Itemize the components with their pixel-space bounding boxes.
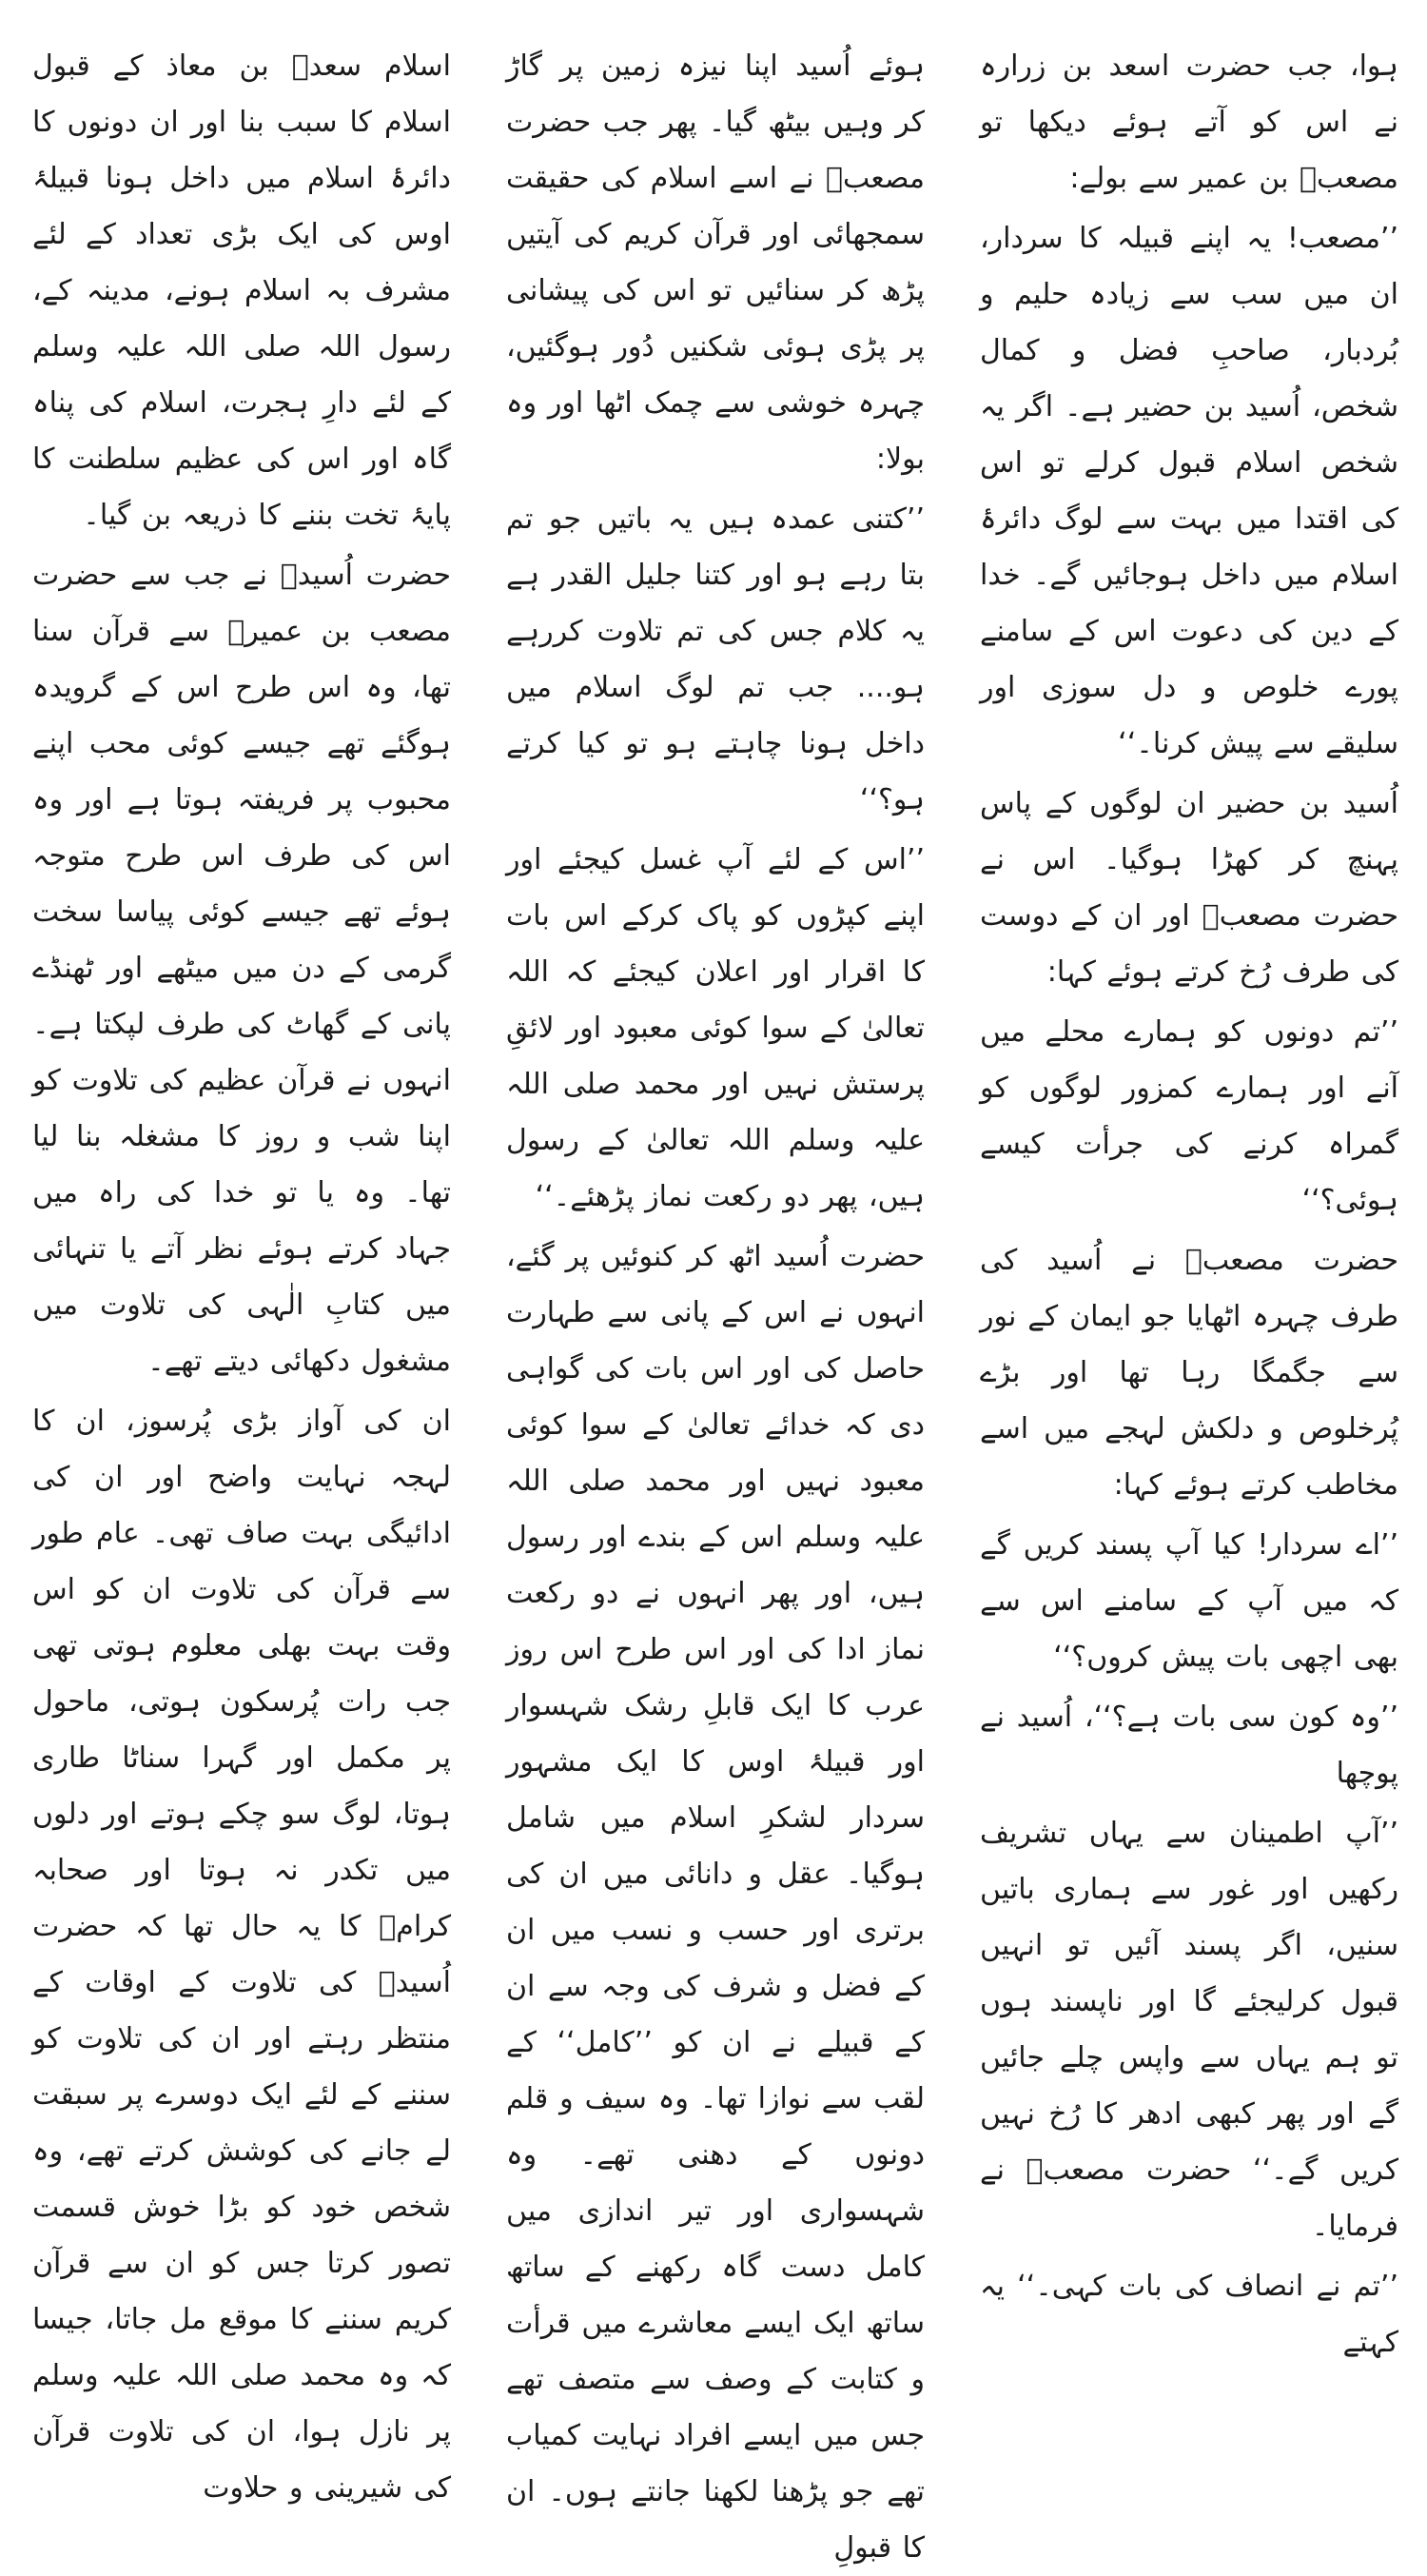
paragraph: ’’تم دونوں کو ہمارے محلے میں آنے اور ہمارے کمزور لوگوں کو گمراہ کرنے کی جرأت کیسے ہوئی؟‘‘ [980,1015,1398,1217]
paragraph: ’’مصعب! یہ اپنے قبیلہ کا سردار، ان میں سب سے زیادہ حلیم و بُردبار، صاحبِ فضل و کمال شخص، اُسید بن حضیر ہے۔ اگر یہ شخص اسلام قبول کرلے تو اس کی اقتدا میں بہت سے لوگ دائرۂ اسلام میں داخل ہوجائیں گے۔ خدا کے دین کی دعوت اس کے سامنے پورے خلوص و دل سوزی اور سلیقے سے پیش کرنا۔‘‘ [980,222,1398,760]
paragraph: ان کی آواز بڑی پُرسوز، ان کا لہجہ نہایت واضح اور ان کی ادائیگی بہت صاف تھی۔ عام طور سے قرآن کی تلاوت ان کو اس وقت بہت بھلی معلوم ہوتی تھی جب رات پُرسکون ہوتی، ماحول پر مکمل اور گہرا سناٹا طاری ہوتا، لوگ سو چکے ہوتے اور دلوں میں تکدر نہ ہوتا اور صحابہ کرامؓ کا یہ حال تھا کہ حضرت اُسیدؓ کی تلاوت کے اوقات کے منتظر رہتے اور ان کی تلاوت کو سننے کے لئے ایک دوسرے پر سبقت لے جانے کی کوشش کرتے تھے، وہ شخص خود کو بڑا خوش قسمت تصور کرتا جس کو ان سے قرآن کریم سننے کا موقع مل جاتا، جیسا کہ وہ محمد صلی اللہ علیہ وسلم پر نازل ہوا، ان کی تلاوت قرآن کی شیرینی و حلاوت [32,1405,451,2505]
column-left [32,38,451,2505]
paragraph: ’’اس کے لئے آپ غسل کیجئے اور اپنے کپڑوں کو پاک کرکے اس بات کا اقرار اور اعلان کیجئے کہ اللہ تعالیٰ کے سوا کوئی معبود اور لائقِ پرستش نہیں اور محمد صلی اللہ علیہ وسلم اللہ تعالیٰ کے رسول ہیں، پھر دو رکعت نماز پڑھئے۔‘‘ [506,843,925,1213]
paragraph: حضرت اُسیدؓ نے جب سے حضرت مصعب بن عمیرؓ سے قرآن سنا تھا، وہ اس طرح اس کے گرویدہ ہوگئے تھے جیسے کوئی محب اپنے محبوب پر فریفتہ ہوتا ہے اور وہ اس کی طرف اس طرح متوجہ ہوئے تھے جیسے کوئی پیاسا سخت گرمی کے دن میں میٹھے اور ٹھنڈے پانی کے گھاٹ کی طرف لپکتا ہے۔ انہوں نے قرآن عظیم کی تلاوت کو اپنا شب و روز کا مشغلہ بنا لیا تھا۔ وہ یا تو خدا کی راہ میں جہاد کرتے ہوئے نظر آتے یا تنہائی میں کتابِ الٰہی کی تلاوت میں مشغول دکھائی دیتے تھے۔ [32,559,451,1378]
paragraph: ہوئے اُسید اپنا نیزہ زمین پر گاڑ کر وہیں بیٹھ گیا۔ پھر جب حضرت مصعبؓ نے اسے اسلام کی حقیقت سمجھائی اور قرآن کریم کی آیتیں پڑھ کر سنائیں تو اس کی پیشانی پر پڑی ہوئی شکنیں دُور ہوگئیں، چہرہ خوشی سے چمک اٹھا اور وہ بولا: [506,49,925,476]
paragraph: ’’کتنی عمدہ ہیں یہ باتیں جو تم بتا رہے ہو اور کتنا جلیل القدر ہے یہ کلام جس کی تم تلاوت کررہے ہو.... جب تم لوگ اسلام میں داخل ہونا چاہتے ہو تو کیا کرتے ہو؟‘‘ [506,502,925,816]
paragraph: اُسید بن حضیر ان لوگوں کے پاس پہنچ کر کھڑا ہوگیا۔ اس نے حضرت مصعبؓ اور ان کے دوست کی طرف رُخ کرتے ہوئے کہا: [980,787,1398,989]
paragraph: حضرت مصعبؓ نے اُسید کی طرف چہرہ اٹھایا جو ایمان کے نور سے جگمگا رہا تھا اور بڑے پُرخلوص و دلکش لہجے میں اسے مخاطب کرتے ہوئے کہا: [980,1244,1398,1502]
paragraph: ’’آپ اطمینان سے یہاں تشریف رکھیں اور غور سے ہماری باتیں سنیں، اگر پسند آئیں تو انہیں قبول کرلیجئے گا اور ناپسند ہوں تو ہم یہاں سے واپس چلے جائیں گے اور پھر کبھی ادھر کا رُخ نہیں کریں گے۔‘‘ حضرت مصعبؓ نے فرمایا۔ [980,1817,1398,2243]
paragraph: اسلام سعدؓ بن معاذ کے قبول اسلام کا سبب بنا اور ان دونوں کا دائرۂ اسلام میں داخل ہونا قبیلۂ اوس کی ایک بڑی تعداد کے لئے مشرف بہ اسلام ہونے، مدینہ کے، رسول اللہ صلی اللہ علیہ وسلم کے لئے دارِ ہجرت، اسلام کی پناہ گاہ اور اس کی عظیم سلطنت کا پایۂ تخت بننے کا ذریعہ بن گیا۔ [32,49,451,532]
paragraph: ’’تم نے انصاف کی بات کہی۔‘‘ یہ کہتے [980,2270,1398,2359]
paragraph: ’’وہ کون سی بات ہے؟‘‘، اُسید نے پوچھا [980,1701,1398,1790]
column-right [980,38,1398,2359]
column-middle [506,38,925,2565]
paragraph: حضرت اُسید اٹھ کر کنوئیں پر گئے، انہوں نے اس کے پانی سے طہارت حاصل کی اور اس بات کی گواہی دی کہ خدائے تعالیٰ کے سوا کوئی معبود نہیں اور محمد صلی اللہ علیہ وسلم اس کے بندے اور رسول ہیں، اور پھر انہوں نے دو رکعت نماز ادا کی اور اس طرح اس روز عرب کا ایک قابلِ رشک شہسوار اور قبیلۂ اوس کا ایک مشہور سردار لشکرِ اسلام میں شامل ہوگیا۔ عقل و دانائی میں ان کی برتری اور حسب و نسب میں ان کے فضل و شرف کی وجہ سے ان کے قبیلے نے ان کو ’’کامل‘‘ کے لقب سے نوازا تھا۔ وہ سیف و قلم دونوں کے دھنی تھے۔ وہ شہسواری اور تیر اندازی میں کامل دست گاہ رکھنے کے ساتھ ساتھ ایک ایسے معاشرے میں قرأت و کتابت کے وصف سے متصف تھے جس میں ایسے افراد نہایت کمیاب تھے جو پڑھنا لکھنا جانتے ہوں۔ ان کا قبولِ [506,1240,925,2565]
paragraph: ’’اے سردار! کیا آپ پسند کریں گے کہ میں آپ کے سامنے اس سے بھی اچھی بات پیش کروں؟‘‘ [980,1528,1398,1674]
paragraph: ہوا، جب حضرت اسعد بن زرارہ نے اس کو آتے ہوئے دیکھا تو مصعبؓ بن عمیر سے بولے: [980,49,1398,195]
